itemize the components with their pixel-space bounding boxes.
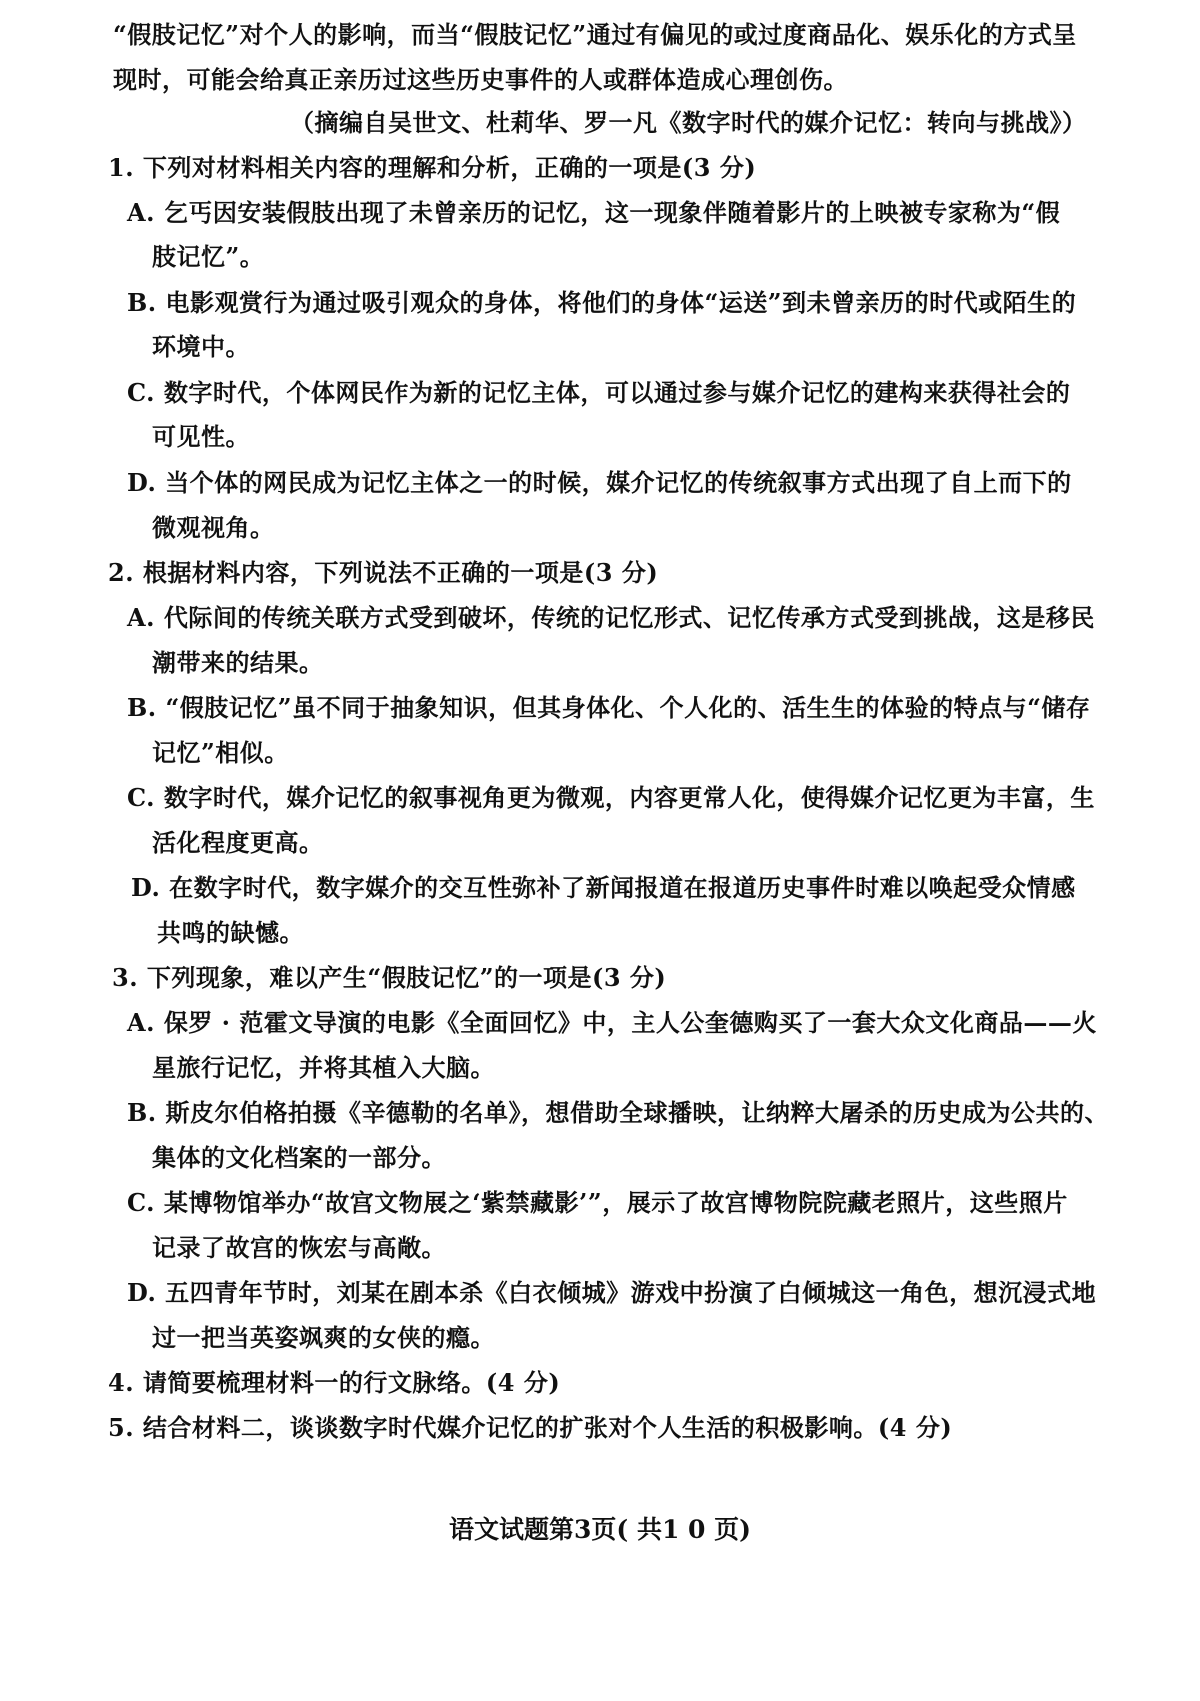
q1-option-d-line1: D. 当个体的网民成为记忆主体之一的时候，媒介记忆的传统叙事方式出现了自上而下的 xyxy=(127,468,1072,497)
question-3-stem: 3. 下列现象，难以产生“假肢记忆”的一项是(3 分) xyxy=(112,963,667,992)
q3-option-a-line2: 星旅行记忆，并将其植入大脑。 xyxy=(152,1053,495,1082)
question-2-stem: 2. 根据材料内容，下列说法不正确的一项是(3 分) xyxy=(108,558,659,587)
q2-option-c-line1: C. 数字时代，媒介记忆的叙事视角更为微观，内容更常人化，使得媒介记忆更为丰富，生 xyxy=(127,783,1095,812)
q2-option-a-line2: 潮带来的结果。 xyxy=(152,648,324,677)
q3-option-d-line2: 过一把当英姿飒爽的女侠的瘾。 xyxy=(152,1323,495,1352)
q2-option-d-line2: 共鸣的缺憾。 xyxy=(157,918,304,947)
passage-line-1: “假肢记忆”对个人的影响，而当“假肢记忆”通过有偏见的或过度商品化、娱乐化的方式呈 xyxy=(113,20,1077,49)
question-4-stem: 4. 请简要梳理材料一的行文脉络。(4 分) xyxy=(108,1368,561,1397)
q2-option-a-line1: A. 代际间的传统关联方式受到破坏，传统的记忆形式、记忆传承方式受到挑战，这是移民 xyxy=(127,603,1095,632)
q3-option-c-line2: 记录了故宫的恢宏与高敞。 xyxy=(152,1233,446,1262)
q3-option-c-line1: C. 某博物馆举办“故宫文物展之‘紫禁藏影’”，展示了故宫博物院院藏老照片，这些照片 xyxy=(127,1188,1068,1217)
q1-option-c-line2: 可见性。 xyxy=(152,422,250,451)
passage-line-2: 现时，可能会给真正亲历过这些历史事件的人或群体造成心理创伤。 xyxy=(113,65,848,94)
q3-option-d-line1: D. 五四青年节时，刘某在剧本杀《白衣倾城》游戏中扮演了白倾城这一角色，想沉浸式地 xyxy=(127,1278,1097,1307)
q3-option-a-line1: A. 保罗 · 范霍文导演的电影《全面回忆》中，主人公奎德购买了一套大众文化商品——火 xyxy=(127,1008,1097,1037)
q1-option-a-line2: 肢记忆”。 xyxy=(152,242,265,271)
page-footer: 语文试题第3页( 共1 0 页) xyxy=(449,1515,751,1544)
q2-option-b-line2: 记忆”相似。 xyxy=(152,738,289,767)
question-1-stem: 1. 下列对材料相关内容的理解和分析，正确的一项是(3 分) xyxy=(108,153,757,182)
question-5-stem: 5. 结合材料二，谈谈数字时代媒介记忆的扩张对个人生活的积极影响。(4 分) xyxy=(108,1413,953,1442)
q2-option-b-line1: B. “假肢记忆”虽不同于抽象知识，但其身体化、个人化的、活生生的体验的特点与“储存 xyxy=(127,693,1091,722)
q1-option-b-line2: 环境中。 xyxy=(152,332,250,361)
q1-option-c-line1: C. 数字时代，个体网民作为新的记忆主体，可以通过参与媒介记忆的建构来获得社会的 xyxy=(127,378,1071,407)
q1-option-d-line2: 微观视角。 xyxy=(152,513,275,542)
q3-option-b-line1: B. 斯皮尔伯格拍摄《辛德勒的名单》，想借助全球播映，让纳粹大屠杀的历史成为公共的、 xyxy=(127,1098,1109,1127)
passage-source: （摘编自吴世文、杜莉华、罗一凡《数字时代的媒介记忆：转向与挑战》） xyxy=(290,108,1087,137)
q3-option-b-line2: 集体的文化档案的一部分。 xyxy=(152,1143,446,1172)
q1-option-b-line1: B. 电影观赏行为通过吸引观众的身体，将他们的身体“运送”到未曾亲历的时代或陌生的 xyxy=(127,288,1077,317)
q2-option-c-line2: 活化程度更高。 xyxy=(152,828,324,857)
q1-option-a-line1: A. 乞丐因安装假肢出现了未曾亲历的记忆，这一现象伴随着影片的上映被专家称为“假 xyxy=(127,198,1061,227)
q2-option-d-line1: D. 在数字时代，数字媒介的交互性弥补了新闻报道在报道历史事件时难以唤起受众情感 xyxy=(131,873,1076,902)
